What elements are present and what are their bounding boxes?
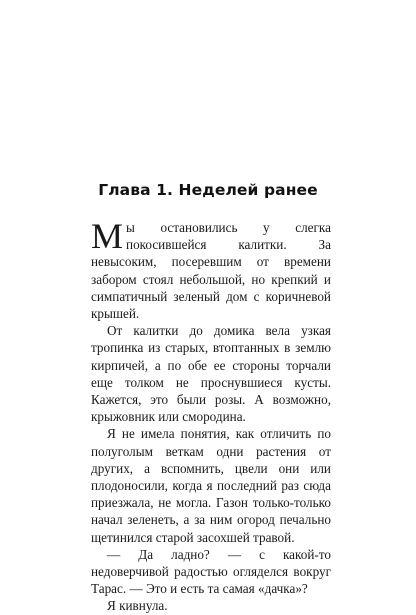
paragraph: Я не имела понятия, как отличить по полуголым веткам одни растения от других, а вспомнить, цвели они или плодоносили, когда я последний раз сюда приезжала, не могла. Газон только-только начал зеленеть, а за ним огород печально щетинился старой засохшей травой.: [91, 426, 331, 545]
drop-cap: М: [91, 216, 124, 256]
paragraph-text: ы остановились у слегка покосившейся калитки. За невысоким, посеревшим от времени забором стоял небольшой, но крепкий и симпатичный зеленый дом с коричневой крышей.: [91, 220, 331, 322]
chapter-title: Глава 1. Неделей ранее: [98, 181, 318, 199]
paragraph: От калитки до домика вела узкая тропинка из старых, втоптанных в землю кирпичей, а по обе ее стороны торчали еще толком не проснувшиеся кусты. Кажется, это были розы. А возможно, крыжовник или смородина.: [91, 323, 331, 425]
paragraph: Я кивнула.: [107, 598, 168, 614]
chapter-body: [91, 216, 331, 615]
paragraph: — Да ладно? — с какой-то недоверчивой радостью огляделся вокруг Тарас. — Это и есть та самая «дачка»?: [91, 546, 331, 597]
paragraph: [91, 216, 331, 322]
